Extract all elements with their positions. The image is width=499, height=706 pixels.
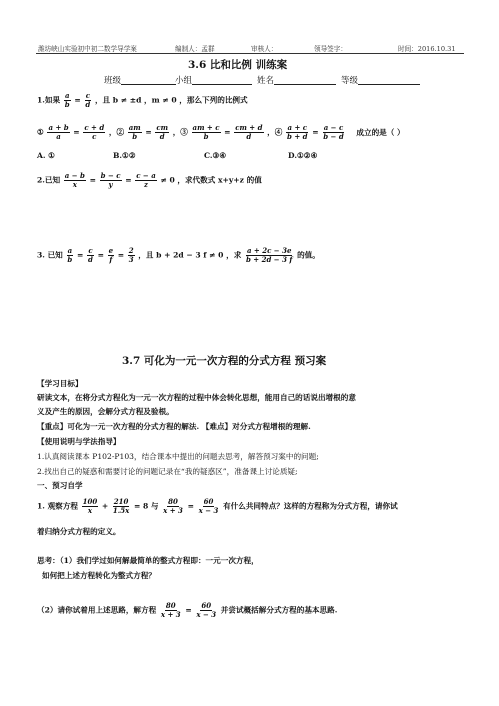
- meta-class: 班级: [104, 74, 176, 86]
- q1-choice-c[interactable]: C.③④: [204, 151, 227, 160]
- header-rule: [36, 53, 464, 54]
- q1-opt3-right: $\frac{cm + d}{d}$: [235, 123, 263, 141]
- meta-group: 小组: [175, 74, 252, 86]
- p1-frac-210-1.5x: $\frac{210}{1.5x}$: [112, 497, 130, 515]
- q2-frac-2: $\frac{b - c}{y}$: [100, 171, 121, 189]
- q1-choice-a[interactable]: A. ①: [37, 151, 55, 160]
- section1-title: 3.6 比和比例 训练案: [188, 59, 288, 71]
- goal-text-2: 义及产生的原因，会解分式方程及验根。: [37, 407, 174, 416]
- p1-frac-80: $\frac{80}{x + 3}$: [163, 497, 183, 515]
- q3-frac-c-d: $\frac{c}{d}$: [88, 246, 93, 264]
- q3-frac-e-f: $\frac{e}{f}$: [108, 246, 114, 264]
- q3-frac-2-3: $\frac{2}{3}$: [128, 246, 134, 264]
- p1-frac-60: $\frac{60}{x - 3}$: [198, 497, 219, 515]
- group-blank[interactable]: [192, 75, 252, 85]
- q1-opt4-right: $\frac{a - c}{b - d}$: [323, 123, 344, 141]
- q3-frac-target: $\frac{a + 2c - 3e}{b + 2d - 3 f}$: [245, 246, 293, 264]
- focus-line: 【重点】可化为一元一次方程的分式方程的解法. 【难点】对分式方程增根的理解.: [37, 422, 311, 431]
- guide-2: 2.找出自己的疑惑和需要讨论的问题记录在“我的疑惑区”，准备课上讨论质疑;: [37, 467, 298, 476]
- q2-frac-1: $\frac{a - b}{x}$: [64, 171, 85, 189]
- q2-statement: 2.已知 $\frac{a - b}{x}$ = $\frac{b - c}{y}$ = $\frac{c - a}{z}$ ≠ 0 ，求代数式 x+y+z 的值: [37, 171, 262, 189]
- meta-level: 等级: [341, 74, 420, 86]
- q2-frac-3: $\frac{c - a}{z}$: [136, 171, 156, 189]
- think-1b: 如何把上述方程转化为整式方程？: [42, 571, 156, 580]
- q1-frac-c-d: $\frac{c}{d}$: [85, 91, 91, 109]
- q1-statement: 1.如果 $\frac{a}{b}$ = $\frac{c}{d}$ ，且 b ≠ ±d ，m ≠ 0 ，那么下列的比例式: [37, 91, 248, 109]
- think-2: （2）请你试着用上述思路，解方程 $\frac{80}{x + 3}$ = $\frac{60}{x - 3}$ 并尝试概括解分式方程的基本思路.: [37, 601, 338, 619]
- section2-title: 3.7 可化为一元一次方程的分式方程 预习案: [122, 355, 327, 367]
- header-school: 潍坊峡山实验初中初二数学导学案: [38, 45, 137, 53]
- q1-opt1-left: $\frac{a + b}{a}$: [48, 123, 69, 141]
- q1-opt1-right: $\frac{c + d}{c}$: [84, 123, 105, 141]
- class-blank[interactable]: [121, 75, 176, 85]
- meta-name: 姓名: [257, 74, 336, 86]
- q1-opt2-right: $\frac{cm}{d}$: [156, 123, 169, 141]
- q3-statement: 3. 已知 $\frac{a}{b}$ = $\frac{c}{d}$ = $\frac{e}{f}$ = $\frac{2}{3}$ ，且 b + 2d − 3 f ≠ 0 ，求 $\frac{a + 2c - 3e}{b + 2d - 3 f}$ 的值。: [37, 246, 320, 264]
- think-1: 思考：（1）我们学过如何解最简单的整式方程即：一元一次方程，: [37, 556, 259, 565]
- q3-frac-a-b: $\frac{a}{b}$: [67, 246, 73, 264]
- header-editor: 编制人：孟群: [175, 45, 215, 53]
- p1-statement: 1. 观察方程 $\frac{100}{x}$ + $\frac{210}{1.5x}$ = 8 与 $\frac{80}{x + 3}$ = $\frac{60}{x - 3}$ 有什么共同特点？这样的方程称为分式方程，请你试: [37, 497, 398, 515]
- header-leader: 领导签字：: [314, 45, 347, 53]
- p1-tail-2: 着归纳分式方程的定义。: [37, 527, 121, 536]
- q1-choice-d[interactable]: D.①②④: [288, 151, 318, 160]
- think2-frac-80: $\frac{80}{x + 3}$: [160, 601, 181, 619]
- q1-opt3-left: $\frac{am + c}{b}$: [192, 123, 220, 141]
- level-blank[interactable]: [358, 75, 420, 85]
- think2-frac-60: $\frac{60}{x - 3}$: [196, 601, 217, 619]
- q1-opt2-left: $\frac{am}{b}$: [128, 123, 141, 141]
- q1-options: ① $\frac{a + b}{a}$ = $\frac{c + d}{c}$ ，② $\frac{am}{b}$ = $\frac{cm}{d}$ ，③ $\frac{am + c}{b}$ = $\frac{cm + d}{d}$ ，④ $\frac{a + c}{b + d}$ = $\frac{a - c}{b - d}$ 成立的是（ ）: [37, 123, 405, 141]
- goal-heading: 【学习目标】: [37, 379, 83, 388]
- header-date: 时间：2016.10.31: [398, 45, 456, 53]
- q1-choice-b[interactable]: B.①②: [113, 151, 136, 160]
- q1-opt4-left: $\frac{a + c}{b + d}$: [287, 123, 308, 141]
- goal-text-1: 研读文本，在将分式方程化为一元一次方程的过程中体会转化思想，能用自己的话说出增根的意: [37, 393, 356, 402]
- p1-frac-100-x: $\frac{100}{x}$: [82, 497, 98, 515]
- guide-heading: 【使用说明与学法指导】: [37, 437, 121, 446]
- name-blank[interactable]: [274, 75, 336, 85]
- header-reviewer: 审核人：: [251, 45, 278, 53]
- q1-frac-a-b: $\frac{a}{b}$: [64, 91, 70, 109]
- preview-heading: 一、预习自学: [37, 481, 83, 490]
- guide-1: 1.认真阅读课本 P102-P103，结合课本中提出的问题去思考，解答预习案中的问题;: [37, 452, 319, 461]
